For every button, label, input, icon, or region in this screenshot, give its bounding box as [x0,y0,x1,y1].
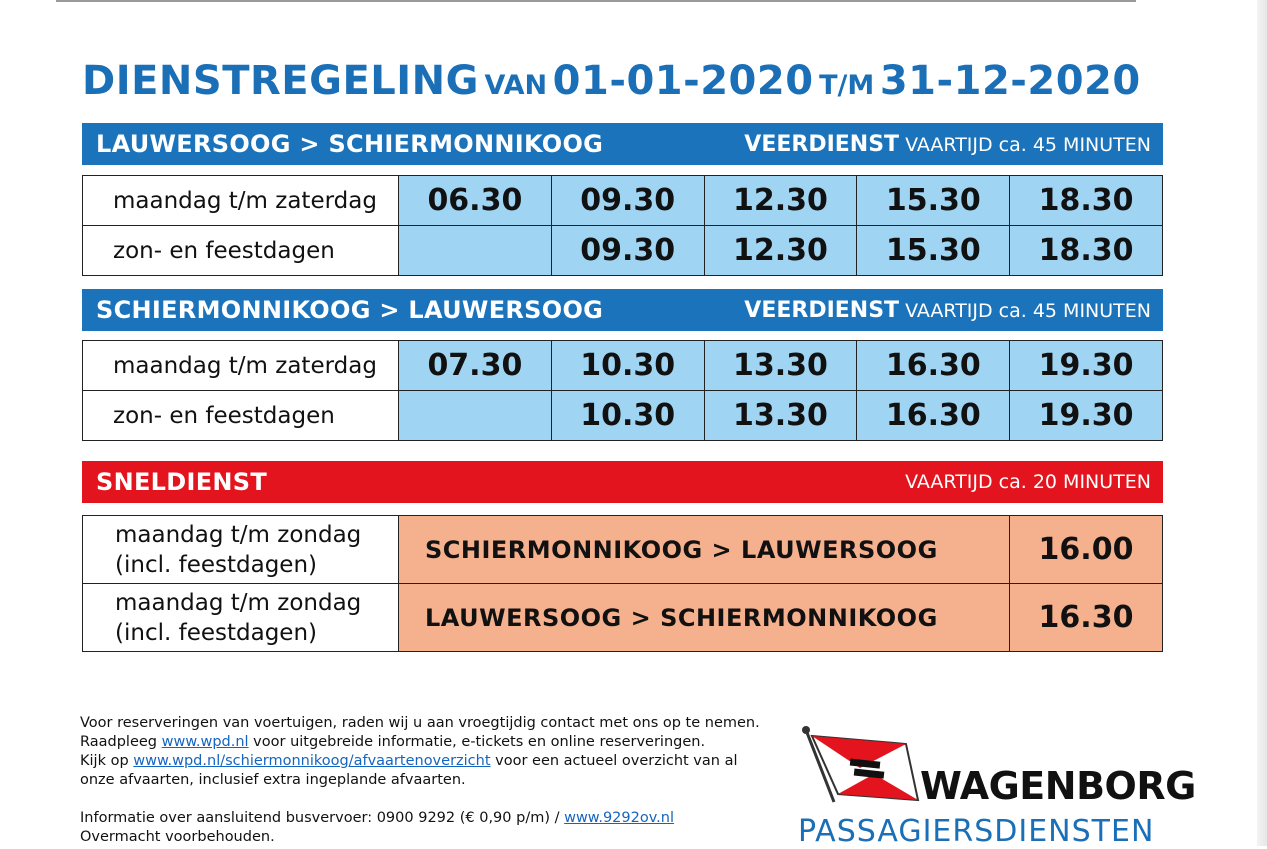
departure-time: 18.30 [1010,176,1163,226]
page-edge [1257,0,1267,846]
departure-time [399,391,552,441]
travel-time: VAARTIJD ca. 45 MINUTEN [905,133,1151,156]
info-text-segment: voor een actueel overzicht van al [490,753,738,769]
departure-time: 12.30 [704,226,857,276]
timetable-sneldienst [82,515,1163,652]
departure-time: 18.30 [1010,226,1163,276]
flag-icon [794,722,924,812]
day-label-line: maandag t/m zondag [115,589,362,616]
departure-time: 19.30 [1010,341,1163,391]
travel-time: VAARTIJD ca. 20 MINUTEN [905,471,1151,493]
service-label: SNELDIENST [96,468,268,496]
info-text-segment: voor uitgebreide informatie, e-tickets en online reserveringen. [248,734,706,750]
afvaartenoverzicht-link[interactable]: www.wpd.nl/schiermonnikoog/afvaartenoverzicht [133,753,491,769]
departure-time: 13.30 [704,341,857,391]
departure-time: 16.30 [857,391,1010,441]
title-tm: T/M [819,70,875,101]
day-label-note: (incl. feestdagen) [115,551,317,578]
table-row [83,341,1163,391]
day-label-note: (incl. feestdagen) [115,619,317,646]
title-van: VAN [484,70,548,101]
info-line: Voor reserveringen van voertuigen, raden wij u aan vroegtijdig contact met ons op te nemen. [80,715,760,731]
route-label: LAUWERSOOG > SCHIERMONNIKOOG [96,130,604,158]
timetable-schiermonnikoog-lauwersoog [82,340,1163,441]
logo-wordmark: WAGENBORG [920,764,1196,808]
route-label: SCHIERMONNIKOOG > LAUWERSOOG [96,296,604,324]
section-header-lauwersoog-schiermonnikoog [82,123,1163,165]
departure-time: 13.30 [704,391,857,441]
departure-time: 09.30 [551,226,704,276]
info-line: Overmacht voorbehouden. [80,829,275,845]
table-row [83,584,1163,652]
table-row [83,516,1163,584]
info-text-segment: Kijk op [80,753,134,769]
departure-time: 06.30 [399,176,552,226]
day-label: zon- en feestdagen [83,391,399,441]
day-label: maandag t/m zaterdag [83,176,399,226]
service-info [744,298,1151,323]
departure-time: 15.30 [857,226,1010,276]
day-label: maandag t/m zaterdag [83,341,399,391]
day-label: zon- en feestdagen [83,226,399,276]
departure-time: 07.30 [399,341,552,391]
info-line [80,752,780,771]
timetable-lauwersoog-schiermonnikoog [82,175,1163,276]
section-header-schiermonnikoog-lauwersoog [82,289,1163,331]
title-end-date: 31-12-2020 [879,58,1141,104]
wagenborg-logo [790,722,1196,849]
departure-time: 12.30 [704,176,857,226]
section-header-sneldienst [82,461,1163,503]
info-text-segment: Informatie over aansluitend busvervoer: 0900 9292 (€ 0,90 p/m) / [80,810,565,826]
info-line: onze afvaarten, inclusief extra ingeplande afvaarten. [80,772,466,788]
day-label [83,516,399,584]
departure-time: 10.30 [551,341,704,391]
9292ov-link[interactable]: www.9292ov.nl [564,810,675,826]
departure-time: 16.30 [857,341,1010,391]
departure-time: 09.30 [551,176,704,226]
table-row [83,226,1163,276]
page-title [82,58,1172,114]
table-row [83,391,1163,441]
title-dienstregeling: DIENSTREGELING [82,58,479,104]
info-line [80,809,780,828]
wpd-link[interactable]: www.wpd.nl [161,734,249,750]
departure-time: 10.30 [551,391,704,441]
title-start-date: 01-01-2020 [552,58,814,104]
departure-time: 19.30 [1010,391,1163,441]
departure-time: 16.00 [1010,516,1163,584]
top-divider [56,0,1136,2]
departure-time: 16.30 [1010,584,1163,652]
service-type: VEERDIENST [744,297,900,323]
day-label-line: maandag t/m zondag [115,521,362,548]
route-cell: SCHIERMONNIKOOG > LAUWERSOOG [399,516,1010,584]
day-label [83,584,399,652]
service-type: VEERDIENST [744,131,900,157]
info-text [80,714,780,847]
service-info [744,132,1151,157]
table-row [83,176,1163,226]
travel-time: VAARTIJD ca. 45 MINUTEN [905,299,1151,322]
info-text-segment: Raadpleeg [80,734,162,750]
info-line [80,733,780,752]
departure-time: 15.30 [857,176,1010,226]
route-cell: LAUWERSOOG > SCHIERMONNIKOOG [399,584,1010,652]
departure-time [399,226,552,276]
logo-subtitle: PASSAGIERSDIENSTEN [798,814,1155,849]
